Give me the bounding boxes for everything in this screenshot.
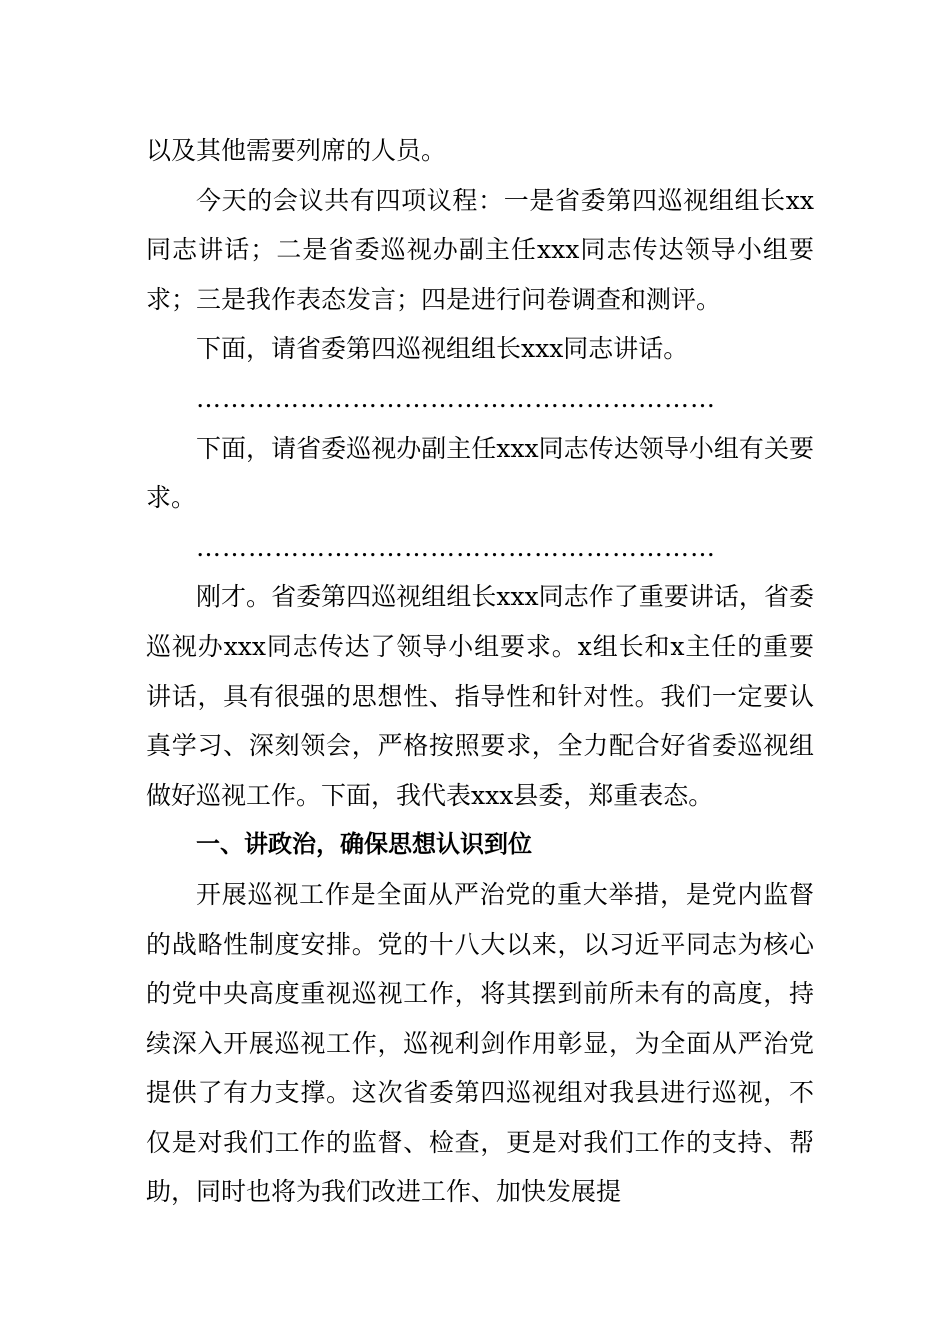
paragraph-agenda: 今天的会议共有四项议程：一是省委第四巡视组组长xx同志讲话；二是省委巡视办副主任xxx同志传达领导小组要求；三是我作表态发言；四是进行问卷调查和测评。 <box>146 185 814 314</box>
ellipsis-separator: …………………………………………………… <box>196 383 716 413</box>
paragraph-section-body: 开展巡视工作是全面从严治党的重大举措，是党内监督的战略性制度安排。党的十八大以来，以习近平同志为核心的党中央高度重视巡视工作，将其摆到前所未有的高度，持续深入开展巡视工作，巡视利剑作用彰显，为全面从严治党提供了有力支撑。这次省委第四巡视组对我县进行巡视，不仅是对我们工作的监督、检查，更是对我们工作的支持、帮助，同时也将为我们改进工作、加快发展提 <box>146 879 814 1207</box>
paragraph-summary: 刚才。省委第四巡视组组长xxx同志作了重要讲话，省委巡视办xxx同志传达了领导小组要求。x组长和x主任的重要讲话，具有很强的思想性、指导性和针对性。我们一定要认真学习、深刻领会，严格按照要求，全力配合好省委巡视组做好巡视工作。下面，我代表xxx县委，郑重表态。 <box>146 582 814 810</box>
paragraph-invite-speech: 下面，请省委第四巡视组组长xxx同志讲话。 <box>196 334 689 364</box>
paragraph-attendees: 以及其他需要列席的人员。 <box>146 136 447 165</box>
paragraph-invite-requirements: 下面，请省委巡视办副主任xxx同志传达领导小组有关要求。 <box>146 433 814 513</box>
document-body <box>146 126 814 1217</box>
section-heading: 一、讲政治，确保思想认识到位 <box>196 830 532 859</box>
ellipsis-separator: …………………………………………………… <box>196 532 716 562</box>
